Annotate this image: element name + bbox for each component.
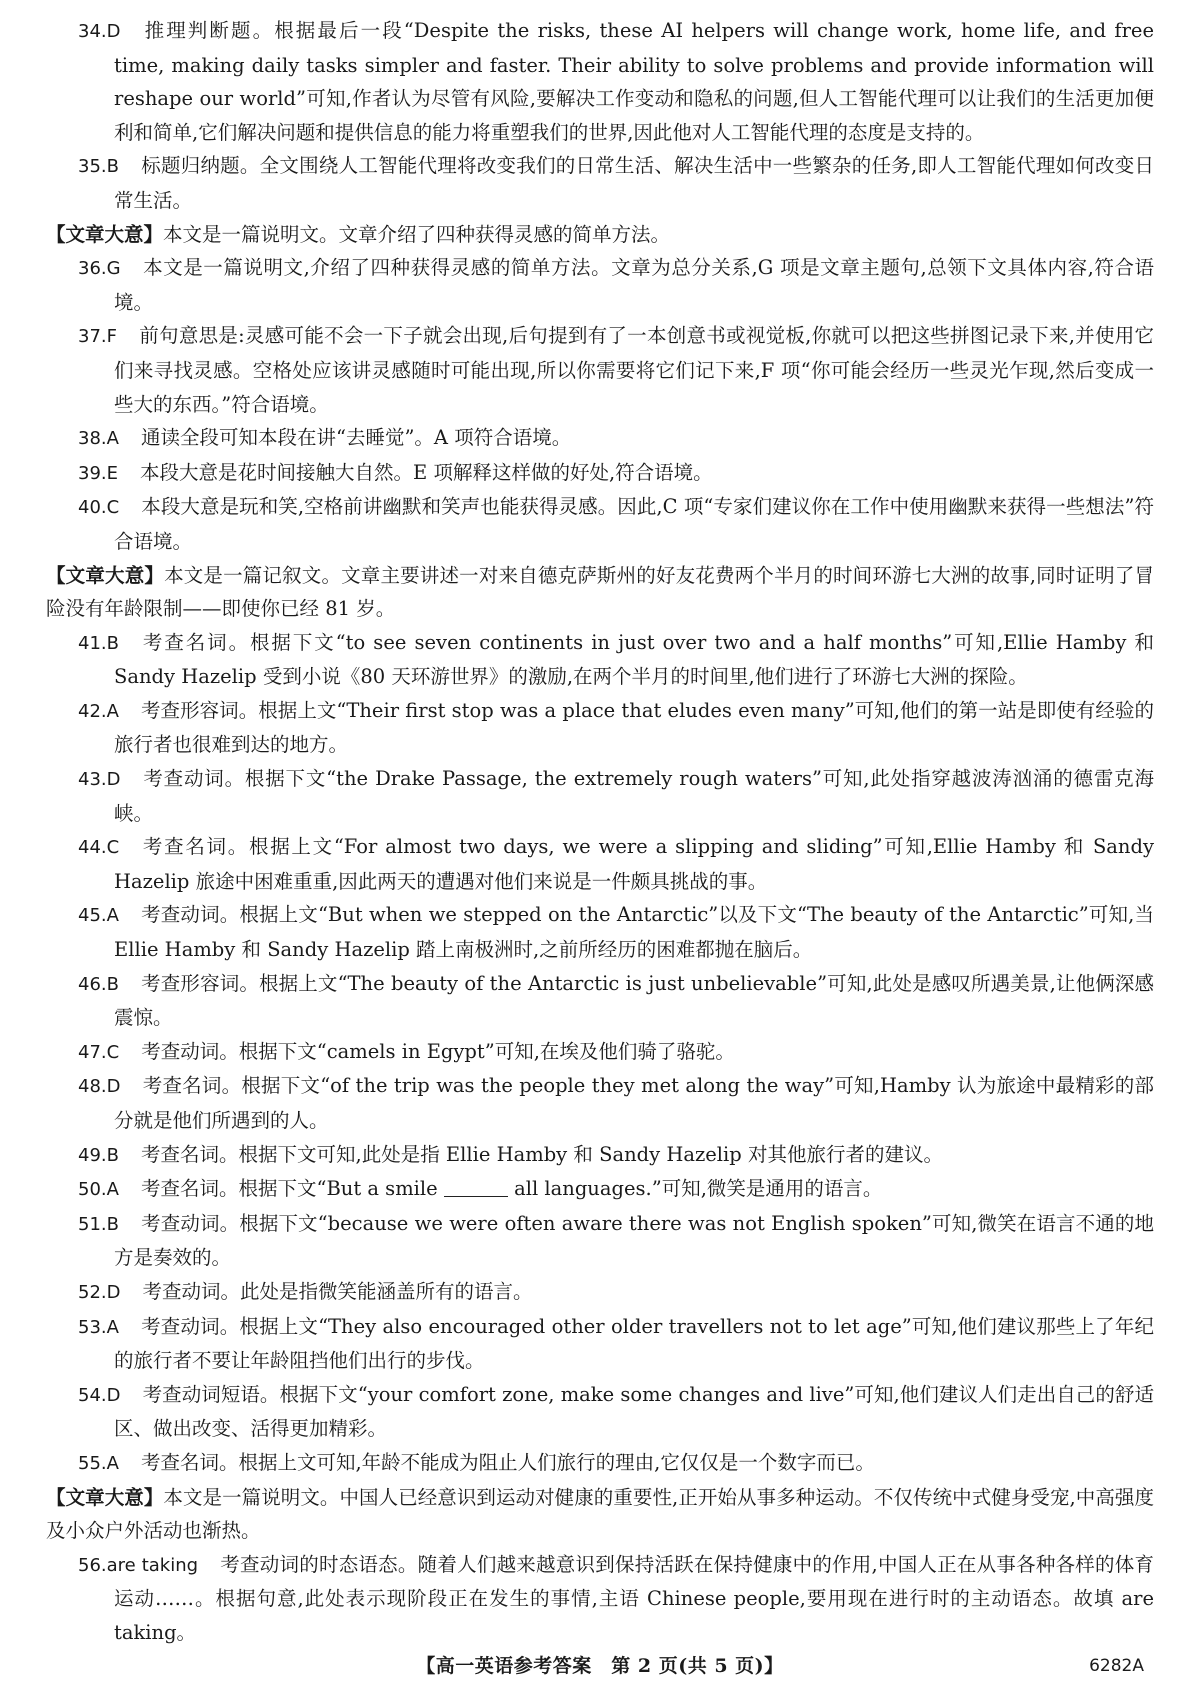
item-number: 49. [78, 1144, 107, 1166]
answer-40 [78, 490, 1154, 558]
answer-44 [78, 830, 1154, 898]
answer-letter: D [106, 769, 121, 791]
answer-letter: G [106, 258, 121, 280]
answer-55 [78, 1446, 1154, 1481]
answer-53 [78, 1310, 1154, 1378]
item-number: 38. [78, 428, 107, 450]
item-number: 46. [78, 973, 107, 995]
explanation: 考查名词。根据上文“For almost two days, we were a slipping and sliding”可知,Ellie Hamby 和 Sandy Hazelip 旅途中困难重重,因此两天的遭遇对他们来说是一件颇具挑战的事。 [114, 835, 1154, 893]
article-summary-2 [46, 559, 1154, 626]
explanation: 标题归纳题。全文围绕人工智能代理将改变我们的日常生活、解决生活中一些繁杂的任务,即人工智能代理如何改变日常生活。 [114, 154, 1154, 212]
explanation: 考查名词。根据下文可知,此处是指 Ellie Hamby 和 Sandy Hazelip 对其他旅行者的建议。 [141, 1142, 943, 1166]
explanation: 前句意思是:灵感可能不会一下子就会出现,后句提到有了一本创意书或视觉板,你就可以把这些拼图记录下来,并使用它们来寻找灵感。空格处应该讲灵感随时可能出现,所以你需要将它们记下来,F 项“你可能会经历一些灵光乍现,然后变成一些大的东西。”符合语境。 [114, 324, 1154, 416]
explanation: 考查名词。根据下文“to see seven continents in just over two and a half months”可知,Ellie Hamby 和 Sandy Hazelip 受到小说《80 天环游世界》的激励,在两个半月的时间里,他们进行了环游七大洲的探险。 [114, 630, 1154, 689]
answer-letter: B [106, 1144, 119, 1166]
answer-letter: A [106, 905, 119, 927]
item-number: 39. [78, 462, 107, 484]
explanation: 考查动词。此处是指微笑能涵盖所有的语言。 [142, 1279, 533, 1303]
explanation: 考查名词。根据下文“of the trip was the people they met along the way”可知,Hamby 认为旅途中最精彩的部分就是他们所遇到的人。 [114, 1074, 1154, 1132]
item-number: 41. [78, 632, 107, 654]
answer-letter: B [106, 632, 119, 654]
answer-54 [78, 1378, 1154, 1446]
item-number: 44. [78, 837, 107, 859]
explanation-part-2: all languages.”可知,微笑是通用的语言。 [514, 1177, 883, 1201]
answer-letter: D [106, 1281, 121, 1303]
page-footer [0, 1651, 1200, 1681]
summary-tag: 【文章大意】 [46, 1485, 164, 1509]
summary-text: 本文是一篇说明文。文章介绍了四种获得灵感的简单方法。 [163, 222, 671, 246]
answer-42 [78, 694, 1154, 762]
article-summary-3 [46, 1481, 1154, 1548]
explanation: 考查动词。根据下文“because we were often aware there was not English spoken”可知,微笑在语言不通的地方是奏效的。 [114, 1211, 1154, 1270]
answer-letter: C [106, 837, 120, 859]
answer-46 [78, 967, 1154, 1035]
explanation: 本段大意是玩和笑,空格前讲幽默和笑声也能获得灵感。因此,C 项“专家们建议你在工作中使用幽默来获得一些想法”符合语境。 [114, 495, 1154, 553]
answer-48 [78, 1069, 1154, 1137]
item-number: 53. [78, 1316, 107, 1338]
explanation: 考查动词。根据下文“camels in Egypt”可知,在埃及他们骑了骆驼。 [141, 1039, 735, 1063]
explanation: 考查形容词。根据上文“The beauty of the Antarctic is just unbelievable”可知,此处是感叹所遇美景,让他俩深感震惊。 [114, 971, 1154, 1030]
answer-38 [78, 421, 1154, 456]
answer-56 [78, 1548, 1154, 1650]
answer-letter: F [106, 326, 117, 348]
item-number: 45. [78, 905, 107, 927]
item-number: 51. [78, 1213, 107, 1235]
answer-letter: B [106, 1213, 119, 1235]
item-number: 55. [78, 1452, 107, 1474]
fill-in-blank [444, 1196, 508, 1197]
item-number: 36. [78, 258, 107, 280]
answer-41 [78, 626, 1154, 694]
answer-letter: B [106, 156, 119, 178]
answer-43 [78, 762, 1154, 830]
answer-letter: D [106, 21, 121, 42]
answer-36 [78, 251, 1154, 319]
summary-tag: 【文章大意】 [46, 563, 165, 587]
answer-45 [78, 898, 1154, 966]
explanation: 考查名词。根据上文可知,年龄不能成为阻止人们旅行的理由,它仅仅是一个数字而已。 [140, 1450, 875, 1474]
article-summary-1 [46, 218, 1154, 252]
item-number: 52. [78, 1281, 107, 1303]
item-number: 56. [78, 1554, 107, 1576]
answer-letter: are taking [106, 1554, 199, 1576]
answer-50 [78, 1172, 1154, 1207]
explanation: 推理判断题。根据最后一段“Despite the risks, these AI helpers will change work, home life, and free time, making daily tasks simpler and faster. Their ability to solve problems and provide information will reshape our world”可知,作者认为尽管有风险,要解决工作变动和隐私的问题,但人工智能代理可以让我们的生活更加便利和简单,它们解决问题和提供信息的能力将重塑我们的世界,因此他对人工智能代理的态度是支持的。 [114, 19, 1154, 144]
item-number: 37. [78, 326, 107, 348]
summary-text: 本文是一篇记叙文。文章主要讲述一对来自德克萨斯州的好友花费两个半月的时间环游七大洲的故事,同时证明了冒险没有年龄限制——即使你已经 81 岁。 [46, 563, 1154, 621]
answer-letter: A [106, 1452, 119, 1474]
item-number: 54. [78, 1384, 107, 1406]
answer-letter: B [106, 973, 119, 995]
summary-text: 本文是一篇说明文。中国人已经意识到运动对健康的重要性,正开始从事多种运动。不仅传统中式健身受宠,中高强度及小众户外活动也渐热。 [46, 1485, 1154, 1543]
answer-letter: A [106, 1316, 119, 1338]
answer-51 [78, 1207, 1154, 1275]
explanation: 考查动词。根据上文“They also encouraged other older travellers not to let age”可知,他们建议那些上了年纪的旅行者不要让年龄阻挡他们出行的步伐。 [114, 1314, 1154, 1373]
answer-letter: A [106, 428, 119, 450]
answer-39 [78, 456, 1154, 491]
item-number: 40. [78, 497, 107, 519]
answer-35 [78, 149, 1154, 217]
answer-letter: C [106, 1041, 120, 1063]
item-number: 50. [78, 1179, 107, 1201]
explanation: 考查动词的时态语态。随着人们越来越意识到保持活跃在保持健康中的作用,中国人正在从事各种各样的体育运动……。根据句意,此处表示现阶段正在发生的事情,主语 Chinese people,要用现在进行时的主动语态。故填 are taking。 [114, 1552, 1154, 1644]
explanation: 考查动词。根据下文“the Drake Passage, the extremely rough waters”可知,此处指穿越波涛汹涌的德雷克海峡。 [114, 767, 1154, 825]
answer-letter: E [106, 462, 119, 484]
answer-34 [78, 14, 1154, 149]
explanation-part-1: 考查名词。根据下文“But a smile [140, 1177, 438, 1201]
answer-letter: D [106, 1384, 121, 1406]
explanation: 考查形容词。根据上文“Their first stop was a place that eludes even many”可知,他们的第一站是即使有经验的旅行者也很难到达的地方。 [114, 698, 1154, 757]
footer-paper-code: 6282A [1089, 1656, 1144, 1676]
explanation: 通读全段可知本段在讲“去睡觉”。A 项符合语境。 [140, 426, 572, 450]
answer-letter: C [106, 497, 120, 519]
answer-47 [78, 1035, 1154, 1070]
answer-37 [78, 319, 1154, 421]
summary-tag: 【文章大意】 [46, 222, 164, 246]
answer-letter: A [106, 1179, 119, 1201]
item-number: 48. [78, 1076, 107, 1098]
explanation: 本文是一篇说明文,介绍了四种获得灵感的简单方法。文章为总分关系,G 项是文章主题句,总领下文具体内容,符合语境。 [114, 256, 1154, 314]
answer-52 [78, 1275, 1154, 1310]
footer-page-info: 【高一英语参考答案 第 2 页(共 5 页)】 [416, 1655, 784, 1677]
explanation: 考查动词短语。根据下文“your comfort zone, make some changes and live”可知,他们建议人们走出自己的舒适区、做出改变、活得更加精彩。 [114, 1382, 1154, 1441]
item-number: 43. [78, 769, 107, 791]
answer-letter: A [106, 700, 119, 722]
answer-49 [78, 1138, 1154, 1173]
item-number: 34. [78, 21, 107, 42]
explanation: 考查动词。根据上文“But when we stepped on the Antarctic”以及下文“The beauty of the Antarctic”可知,当 Ellie Hamby 和 Sandy Hazelip 踏上南极洲时,之前所经历的困难都抛在脑后。 [114, 903, 1154, 962]
explanation: 本段大意是花时间接触大自然。E 项解释这样做的好处,符合语境。 [140, 460, 713, 484]
item-number: 35. [78, 156, 107, 178]
answer-letter: D [106, 1076, 121, 1098]
item-number: 42. [78, 700, 107, 722]
item-number: 47. [78, 1041, 107, 1063]
